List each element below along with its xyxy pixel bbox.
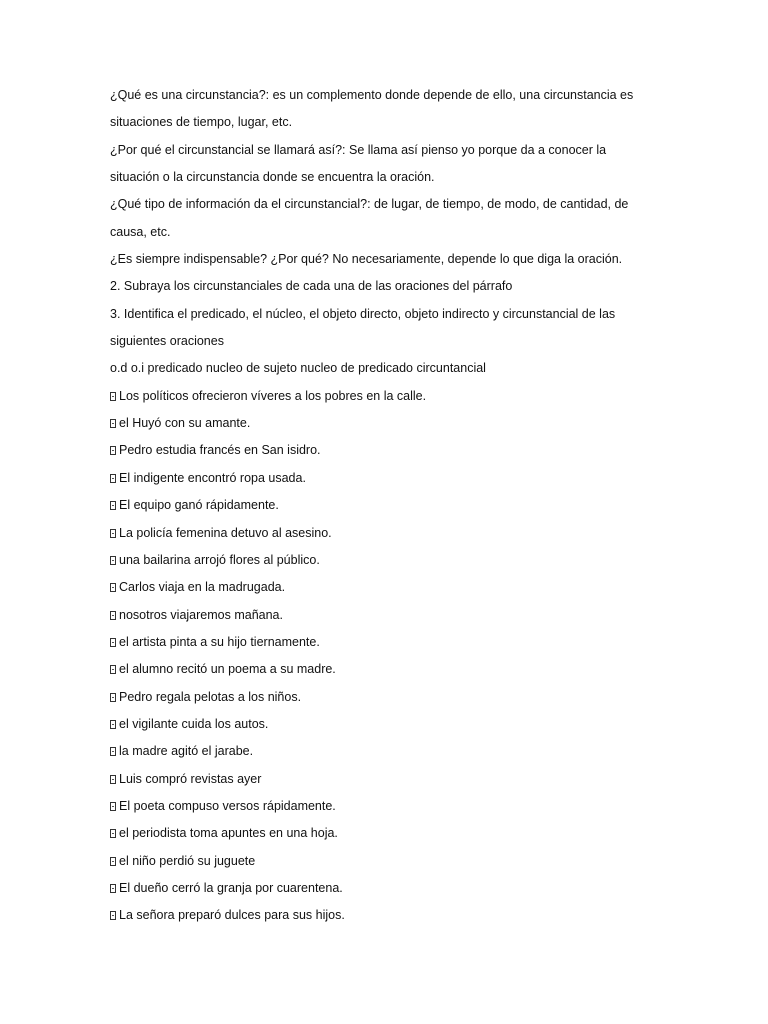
sentence-item <box>110 876 660 903</box>
sentence-item <box>110 411 660 438</box>
sentence-item <box>110 849 660 876</box>
sentence-item <box>110 821 660 848</box>
sentence-item <box>110 739 660 766</box>
missing-glyph-icon <box>110 911 116 920</box>
intro-line: 3. Identifica el predicado, el núcleo, el objeto directo, objeto indirecto y circunstancial de las <box>110 306 616 321</box>
sentence-text: una bailarina arrojó flores al público. <box>119 552 320 567</box>
missing-glyph-icon <box>110 611 116 620</box>
sentence-text: el vigilante cuida los autos. <box>119 716 269 731</box>
sentence-item <box>110 767 660 794</box>
sentence-item <box>110 493 660 520</box>
missing-glyph-icon <box>110 802 116 811</box>
sentence-text: La policía femenina detuvo al asesino. <box>119 525 332 540</box>
intro-line: situaciones de tiempo, lugar, etc. <box>110 115 293 130</box>
missing-glyph-icon <box>110 747 116 756</box>
sentence-text: El equipo ganó rápidamente. <box>119 498 279 513</box>
sentence-text: La señora preparó dulces para sus hijos. <box>119 908 345 923</box>
missing-glyph-icon <box>110 775 116 784</box>
sentence-text: Pedro regala pelotas a los niños. <box>119 689 302 704</box>
missing-glyph-icon <box>110 474 116 483</box>
missing-glyph-icon <box>110 857 116 866</box>
sentence-text: Luis compró revistas ayer <box>119 771 262 786</box>
sentence-item <box>110 712 660 739</box>
intro-line: ¿Qué es una circunstancia?: es un complemento donde depende de ello, una circunstancia es <box>110 88 634 102</box>
missing-glyph-icon <box>110 392 116 401</box>
sentence-text: el Huyó con su amante. <box>119 416 251 431</box>
missing-glyph-icon <box>110 529 116 538</box>
sentence-item <box>110 603 660 630</box>
sentence-item <box>110 903 660 930</box>
sentence-item <box>110 466 660 493</box>
intro-line: ¿Por qué el circunstancial se llamará así?: Se llama así pienso yo porque da a conocer la <box>110 142 607 157</box>
sentence-item <box>110 384 660 411</box>
sentence-text: Carlos viaja en la madrugada. <box>119 580 286 595</box>
missing-glyph-icon <box>110 720 116 729</box>
intro-line: causa, etc. <box>110 224 171 239</box>
sentence-text: Pedro estudia francés en San isidro. <box>119 443 321 458</box>
column-headers-line: o.d o.i predicado nucleo de sujeto nucleo de predicado circuntancial <box>110 361 486 376</box>
sentence-text: El indigente encontró ropa usada. <box>119 470 306 485</box>
intro-line: ¿Qué tipo de información da el circunstancial?: de lugar, de tiempo, de modo, de cantidad, de <box>110 197 629 212</box>
missing-glyph-icon <box>110 419 116 428</box>
sentence-text: Los políticos ofrecieron víveres a los pobres en la calle. <box>119 388 427 403</box>
sentence-text: la madre agitó el jarabe. <box>119 744 254 759</box>
missing-glyph-icon <box>110 583 116 592</box>
sentence-text: El dueño cerró la granja por cuarentena. <box>119 880 343 895</box>
sentence-text: el artista pinta a su hijo tiernamente. <box>119 634 320 649</box>
sentence-item <box>110 548 660 575</box>
sentence-item <box>110 521 660 548</box>
missing-glyph-icon <box>110 829 116 838</box>
sentence-item <box>110 657 660 684</box>
missing-glyph-icon <box>110 556 116 565</box>
sentence-item <box>110 575 660 602</box>
sentence-item <box>110 630 660 657</box>
sentence-text: el niño perdió su juguete <box>119 853 256 868</box>
sentence-text: El poeta compuso versos rápidamente. <box>119 798 336 813</box>
sentence-text: el alumno recitó un poema a su madre. <box>119 662 336 677</box>
missing-glyph-icon <box>110 446 116 455</box>
sentence-item <box>110 685 660 712</box>
intro-line: ¿Es siempre indispensable? ¿Por qué? No necesariamente, depende lo que diga la oración. <box>110 252 623 267</box>
missing-glyph-icon <box>110 501 116 510</box>
intro-line: siguientes oraciones <box>110 334 224 349</box>
missing-glyph-icon <box>110 665 116 674</box>
intro-line: situación o la circunstancia donde se encuentra la oración. <box>110 170 435 185</box>
document-page <box>110 83 660 931</box>
missing-glyph-icon <box>110 884 116 893</box>
intro-line: 2. Subraya los circunstanciales de cada una de las oraciones del párrafo <box>110 279 513 294</box>
sentence-item <box>110 438 660 465</box>
missing-glyph-icon <box>110 693 116 702</box>
sentence-text: el periodista toma apuntes en una hoja. <box>119 826 338 841</box>
missing-glyph-icon <box>110 638 116 647</box>
sentence-text: nosotros viajaremos mañana. <box>119 607 283 622</box>
sentence-item <box>110 794 660 821</box>
